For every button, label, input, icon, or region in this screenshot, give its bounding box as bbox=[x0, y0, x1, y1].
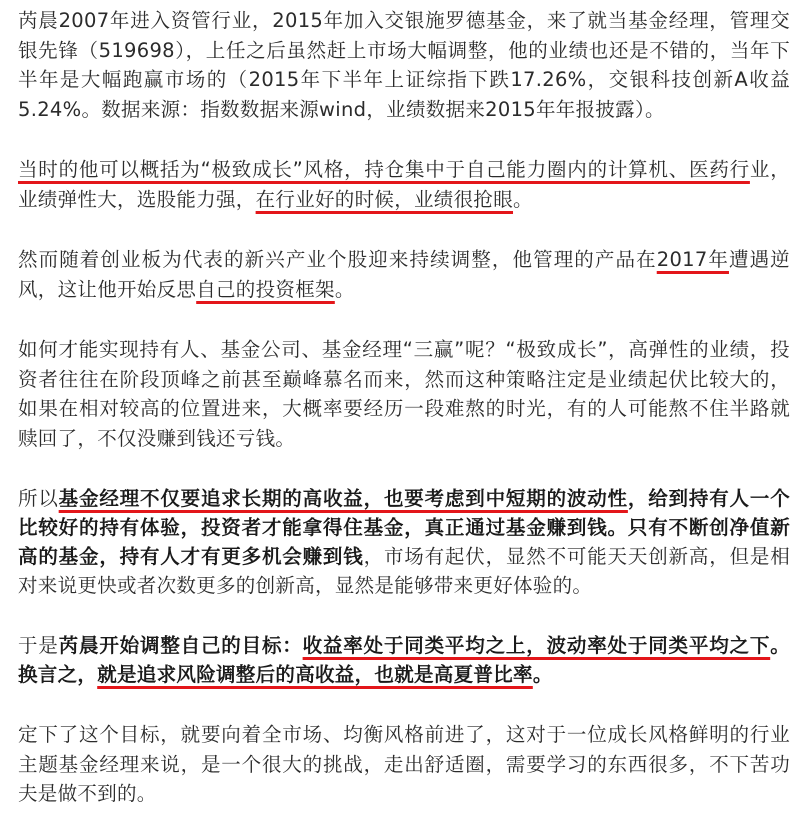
paragraph-5-lead: 所以 bbox=[18, 487, 59, 510]
paragraph-1 bbox=[18, 6, 790, 124]
bold-holder-experience-text: ，给到持有人一个比较好的持有体验，投资者才能拿得住基金，真正通过基金赚到钱。只有不断创净值新高的基金，持有人才有更多机会赚到钱 bbox=[18, 487, 790, 568]
paragraph-3-end: 。 bbox=[334, 277, 355, 301]
underlined-bold-sharpe-ratio: 就是追求风险调整后的高收益，也就是高夏普比率 bbox=[97, 663, 533, 686]
paragraph-7-text: 定下了这个目标，就要向着全市场、均衡风格前进了，这对于一位成长风格鲜明的行业主题基金经理来说，是一个很大的挑战，走出舒适圈，需要学习的东西很多，不下苦功夫是做不到的。 bbox=[18, 723, 790, 805]
paragraph-2-end: 。 bbox=[513, 187, 533, 211]
paragraph-5 bbox=[18, 484, 790, 600]
paragraph-6-lead: 于是 bbox=[18, 634, 59, 657]
paragraph-2 bbox=[18, 155, 790, 214]
underlined-year-2017: 2017年 bbox=[656, 248, 729, 271]
paragraph-3-text: 然而随着创业板为代表的新兴产业个股迎来持续调整，他管理的产品在 bbox=[18, 248, 657, 271]
bold-goal-intro: 芮晨开始调整自己的目标： bbox=[58, 634, 303, 657]
underlined-bold-volatility-phrase: 基金经理不仅要追求长期的高收益，也要考虑到中短期的波动性 bbox=[58, 487, 628, 510]
paragraph-2-text: 业，业绩弹性大，选股能力强， bbox=[18, 158, 790, 211]
paragraph-1-text: 芮晨2007年进入资管行业，2015年加入交银施罗德基金，来了就当基金经理，管理交银先锋（519698），上任之后虽然赶上市场大幅调整，他的业绩也还是不错的，当年下半年是大幅跑赢市场的（2015年下半年上证综指下跌17.26%，交银科技创新A收益5.24%。数据来源：指数数据来源wind，业绩数据来2015年年报披露）。 bbox=[18, 9, 790, 121]
underlined-investment-framework: 自己的投资框架 bbox=[196, 277, 335, 301]
paragraph-3-middle: 遭遇逆风，这让他开始反思 bbox=[18, 248, 790, 301]
article-body bbox=[18, 6, 790, 809]
paragraph-4 bbox=[18, 335, 790, 453]
paragraph-3 bbox=[18, 245, 790, 304]
underlined-bold-goal: 收益率处于同类平均之上，波动率处于同类平均之下 bbox=[302, 634, 771, 657]
paragraph-6 bbox=[18, 631, 790, 689]
paragraph-4-text: 如何才能实现持有人、基金公司、基金经理“三赢”呢？“极致成长”，高弹性的业绩，投资者往往在阶段顶峰之前甚至巅峰慕名而来，然而这种策略注定是业绩起伏比较大的，如果在相对较高的位置进来，大概率要经历一段难熬的时光，有的人可能熬不住半路就赎回了，不仅没赚到钱还亏钱。 bbox=[18, 338, 790, 450]
bold-in-other-words: 。换言之， bbox=[18, 634, 790, 686]
paragraph-5-end: ，市场有起伏，显然不可能天天创新高，但是相对来说更快或者次数更多的创新高，显然是能够带来更好体验的。 bbox=[18, 545, 790, 597]
paragraph-6-end: 。 bbox=[532, 663, 553, 686]
underlined-good-industry-phrase: 在行业好的时候，业绩很抢眼 bbox=[255, 187, 514, 211]
paragraph-7 bbox=[18, 720, 790, 809]
underlined-style-summary: 当时的他可以概括为“极致成长”风格，持仓集中于自己能力圈内的计算机、医药行 bbox=[18, 158, 750, 181]
